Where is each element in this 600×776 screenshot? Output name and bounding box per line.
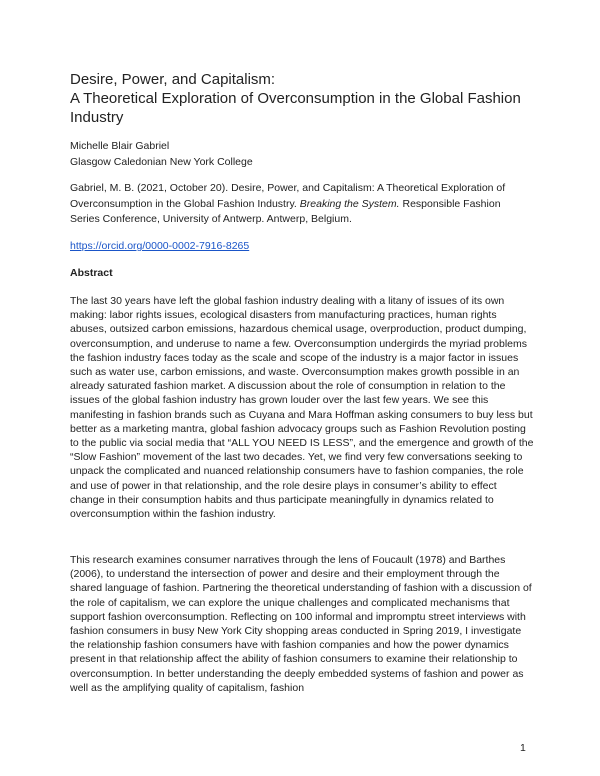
citation-main: Gabriel, M. B. (2021, October 20). Desire, Power, and Capitalism: A Theoretical Exploration of Overconsumption in the Global Fashion Industry. (70, 182, 506, 210)
citation-rest: Responsible Fashion Series Conference, University of Antwerp. Antwerp, Belgium. (70, 197, 501, 225)
citation (70, 181, 532, 228)
abstract-paragraph-2: This research examines consumer narratives through the lens of Foucault (1978) and Barthes (2006), to understand the intersection of power and desire and their employment through the shared language of fashion. Partnering the theoretical understanding of fashion with a discussion of the role of capitalism, we can explore the unique challenges and complicated mechanisms that support fashion overconsumption. Reflecting on 100 informal and impromptu street interviews with fashion consumers in busy New York City shopping areas conducted in Spring 2019, I investigate the relationship fashion consumers have with fashion companies and how the power dynamics present in that relationship affect the ability of fashion consumers to examine their relationship to overconsumption. In better understanding the deeply embedded systems of fashion and power as well as the amplifying quality of capitalism, fashion (70, 554, 532, 694)
paper-title (70, 70, 530, 127)
author-block (70, 138, 530, 170)
abstract-heading: Abstract (70, 267, 113, 279)
author-name: Michelle Blair Gabriel (70, 140, 170, 152)
citation-italic: Breaking the System. (299, 197, 400, 210)
abstract-paragraph-1: The last 30 years have left the global fashion industry dealing with a litany of issues of its own making: labor rights issues, ecological disasters from manufacturing practices, human rights abuses, outsized carbon emissions, hazardous chemical usage, overproduction, product dumping, overconsumption, and underuse to name a few. Overconsumption undergirds the myriad problems the fashion industry faces today as the scale and scope of the industry is a major factor in issues such as water use, carbon emissions, and waste. Overconsumption makes growth possible in an already saturated fashion market. A discussion about the role of consumption in relation to the issues of the global fashion industry has grown louder over the last few years. We see this manifesting in fashion brands such as Cuyana and Mara Hoffman asking consumers to buy less but better as a marketing mantra, global fashion advocacy groups such as Fashion Revolution posting to the public via social media that “ALL YOU NEED IS LESS”, and the emergence and growth of the “Slow Fashion” movement of the last two decades. Yet, we find very few conversations seeking to unpack the complicated and nuanced relationship consumers have to fashion companies, the role and use of power in that relationship, and the role desire plays in consumer’s ability to effect change in their consumption habits and thus participate meaningfully in dynamics related to overconsumption within the fashion industry. (70, 295, 534, 521)
title-line-1: Desire, Power, and Capitalism: (70, 71, 276, 88)
orcid-link[interactable]: https://orcid.org/0000-0002-7916-8265 (70, 240, 250, 252)
author-affiliation: Glasgow Caledonian New York College (70, 156, 253, 168)
title-line-2: A Theoretical Exploration of Overconsumption in the Global Fashion Industry (70, 90, 521, 126)
page-number: 1 (520, 742, 526, 754)
